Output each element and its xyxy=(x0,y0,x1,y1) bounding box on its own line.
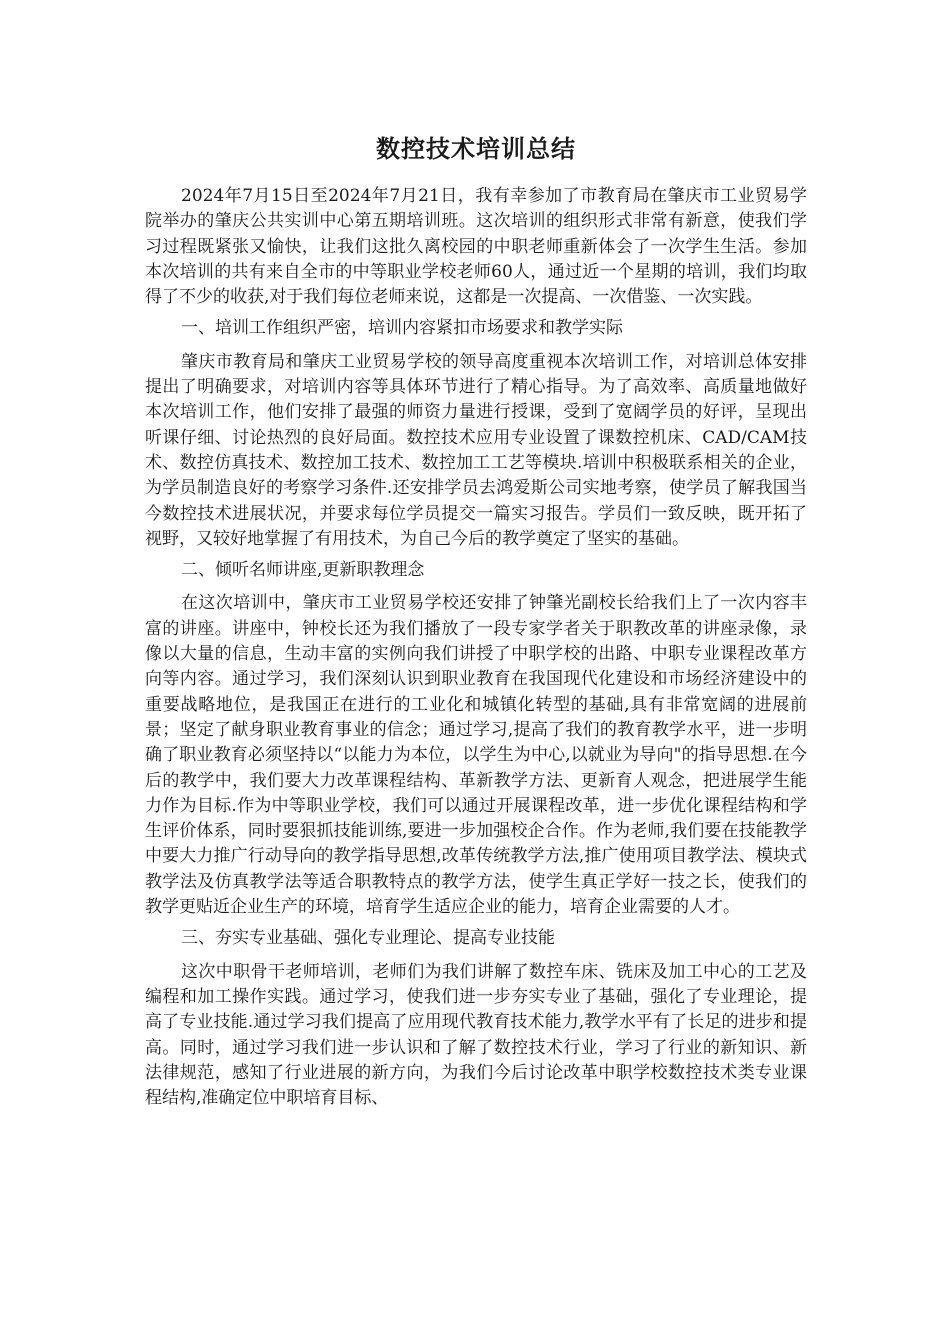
section-1-body: 肇庆市教育局和肇庆工业贸易学校的领导高度重视本次培训工作，对培训总体安排提出了明确要求，对培训内容等具体环节进行了精心指导。为了高效率、高质量地做好本次培训工作，他们安排了最强的师资力量进行授课，受到了宽阔学员的好评，呈现出听课仔细、讨论热烈的良好局面。数控技术应用专业设置了课数控机床、CAD/CAM技术、数控仿真技术、数控加工技术、数控加工工艺等模块.培训中积极联系相关的企业，为学员制造良好的考察学习条件.还安排学员去鸿爱斯公司实地考察，使学员了解我国当今数控技术进展状况，并要求每位学员提交一篇实习报告。学员们一致反映，既开拓了视野，又较好地掌握了有用技术，为自己今后的教学奠定了坚实的基础。 xyxy=(145,351,807,549)
section-3-body: 这次中职骨干老师培训，老师们为我们讲解了数控车床、铣床及加工中心的工艺及编程和加工操作实践。通过学习，使我们进一步夯实专业了基础，强化了专业理论，提高了专业技能.通过学习我们提高了应用现代教育技术能力,教学水平有了长足的进步和提高。同时，通过学习我们进一步认识和了解了数控技术行业，学习了行业的新知识、新法律规范，感知了行业进展的新方向，为我们今后讨论改革中职学校数控技术类专业课程结构,准确定位中职培育目标、 xyxy=(145,961,807,1109)
section-2-heading: 二、倾听名师讲座,更新职教理念 xyxy=(181,560,425,581)
section-3-heading: 三、夯实专业基础、强化专业理论、提高专业技能 xyxy=(181,928,555,949)
document-title: 数控技术培训总结 xyxy=(376,134,576,163)
document-page xyxy=(145,128,807,1117)
section-2-body: 在这次培训中，肇庆市工业贸易学校还安排了钟肇光副校长给我们上了一次内容丰富的讲座。讲座中，钟校长还为我们播放了一段专家学者关于职教改革的讲座录像，录像以大量的信息，生动丰富的实例向我们讲授了中职学校的出路、中职专业课程改革方向等内容。通过学习，我们深刻认识到职业教育在我国现代化建设和市场经济建设中的重要战略地位，是我国正在进行的工业化和城镇化转型的基础,具有非常宽阔的进展前景；坚定了献身职业教育事业的信念；通过学习,提高了我们的教育教学水平，进一步明确了职业教育必须坚持以“以能力为本位，以学生为中心,以就业为导向"的指导思想.在今后的教学中，我们要大力改革课程结构、革新教学方法、更新育人观念，把进展学生能力作为目标.作为中等职业学校，我们可以通过开展课程改革，进一步优化课程结构和学生评价体系，同时要狠抓技能训练,要进一步加强校企合作。作为老师,我们要在技能教学中要大力推广行动导向的教学指导思想,改革传统教学方法,推广使用项目教学法、模块式教学法及仿真教学法等适合职教特点的教学方法，使学生真正学好一技之长，使我们的教学更贴近企业生产的环境，培育学生适应企业的能力，培育企业需要的人才。 xyxy=(145,593,807,918)
intro-paragraph: 2024年7月15日至2024年7月21日，我有幸参加了市教育局在肇庆市工业贸易学院举办的肇庆公共实训中心第五期培训班。这次培训的组织形式非常有新意，使我们学习过程既紧张又愉快，让我们这批久离校园的中职老师重新体会了一次学生生活。参加本次培训的共有来自全市的中等职业学校老师60人，通过近一个星期的培训，我们均取得了不少的收获,对于我们每位老师来说，这都是一次提高、一次借鉴、一次实践。 xyxy=(145,186,807,308)
section-1-heading: 一、培训工作组织严密，培训内容紧扣市场要求和教学实际 xyxy=(181,318,623,339)
